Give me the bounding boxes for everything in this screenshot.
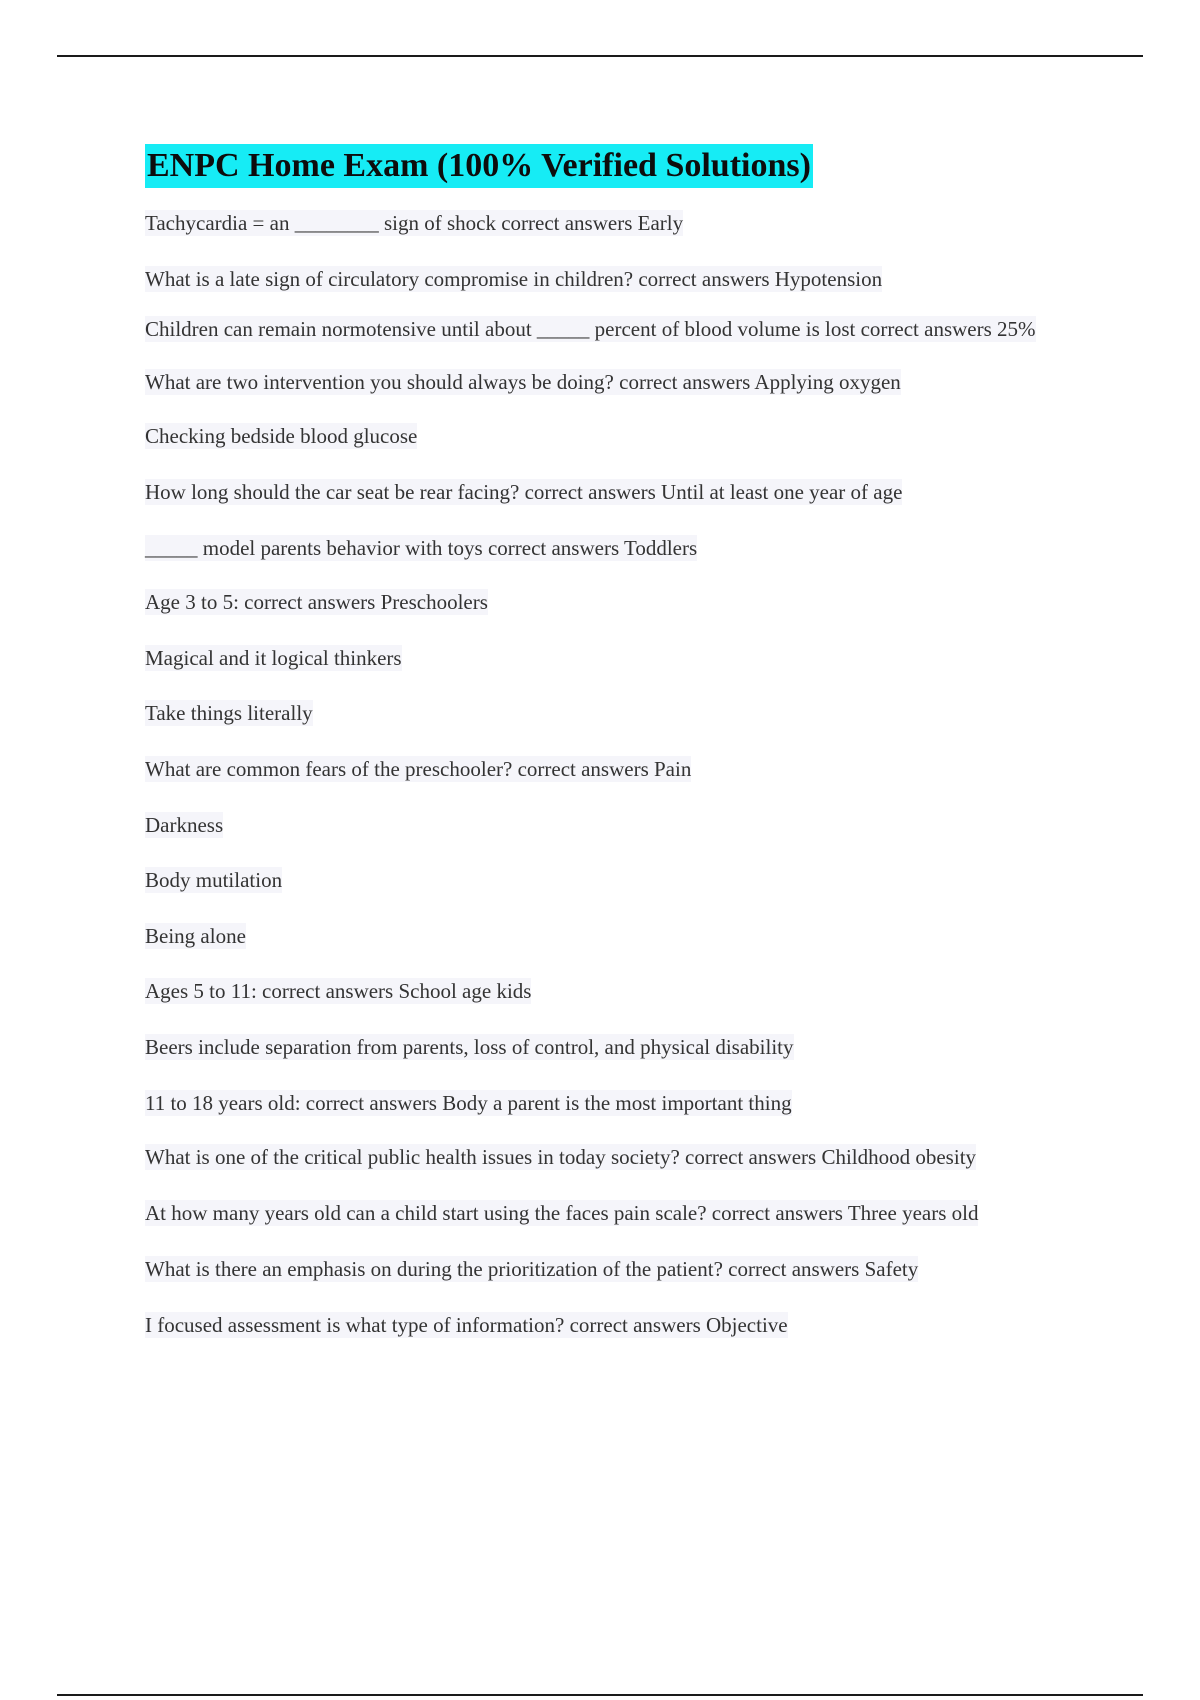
qa-item-text: What is there an emphasis on during the prioritization of the patient? correct answers Safety bbox=[145, 1257, 919, 1281]
qa-item bbox=[145, 867, 1085, 893]
qa-item-text: What are common fears of the preschooler? correct answers Pain bbox=[145, 757, 692, 781]
document-title: ENPC Home Exam (100% Verified Solutions) bbox=[145, 144, 813, 188]
qa-item-text: How long should the car seat be rear facing? correct answers Until at least one year of age bbox=[145, 480, 903, 504]
qa-item bbox=[145, 645, 1085, 671]
qa-item bbox=[145, 978, 1085, 1004]
qa-list bbox=[145, 210, 1085, 1338]
qa-item-text: _____ model parents behavior with toys correct answers Toddlers bbox=[145, 536, 698, 560]
bottom-rule bbox=[57, 1694, 1143, 1696]
qa-item-text: Children can remain normotensive until about _____ percent of blood volume is lost correct answers 25% bbox=[145, 317, 1036, 341]
qa-item-text: Ages 5 to 11: correct answers School age kids bbox=[145, 979, 532, 1003]
qa-item-text: 11 to 18 years old: correct answers Body a parent is the most important thing bbox=[145, 1091, 792, 1115]
qa-item bbox=[145, 535, 1085, 561]
qa-item-text: At how many years old can a child start using the faces pain scale? correct answers Three years old bbox=[145, 1201, 979, 1225]
qa-item bbox=[145, 266, 1085, 292]
qa-item-text: Checking bedside blood glucose bbox=[145, 424, 418, 448]
qa-item bbox=[145, 479, 1085, 505]
qa-item bbox=[145, 700, 1085, 726]
qa-item-text: What is a late sign of circulatory compromise in children? correct answers Hypotension bbox=[145, 267, 883, 291]
qa-item-text: Darkness bbox=[145, 813, 224, 837]
qa-item-text: Take things literally bbox=[145, 701, 313, 725]
qa-item-text: Tachycardia = an ________ sign of shock correct answers Early bbox=[145, 211, 684, 235]
qa-item bbox=[145, 369, 1085, 395]
qa-item-text: I focused assessment is what type of information? correct answers Objective bbox=[145, 1313, 788, 1337]
qa-item bbox=[145, 756, 1085, 782]
qa-item bbox=[145, 423, 1085, 449]
qa-item-text: What are two intervention you should always be doing? correct answers Applying oxygen bbox=[145, 370, 901, 394]
qa-item bbox=[145, 316, 1085, 342]
qa-item bbox=[145, 589, 1085, 615]
qa-item-text: What is one of the critical public health issues in today society? correct answers Childhood obesity bbox=[145, 1145, 977, 1169]
qa-item bbox=[145, 1090, 1085, 1116]
qa-item bbox=[145, 1144, 1085, 1170]
qa-item-text: Age 3 to 5: correct answers Preschoolers bbox=[145, 590, 488, 614]
qa-item bbox=[145, 1034, 1085, 1060]
qa-item bbox=[145, 1256, 1085, 1282]
qa-item bbox=[145, 812, 1085, 838]
qa-item bbox=[145, 923, 1085, 949]
qa-item bbox=[145, 1312, 1085, 1338]
top-rule bbox=[57, 55, 1143, 57]
qa-item bbox=[145, 1200, 1085, 1226]
qa-item-text: Magical and it logical thinkers bbox=[145, 646, 402, 670]
qa-item-text: Beers include separation from parents, loss of control, and physical disability bbox=[145, 1035, 794, 1059]
document-body bbox=[145, 144, 1085, 1338]
qa-item bbox=[145, 210, 1085, 236]
qa-item-text: Body mutilation bbox=[145, 868, 283, 892]
qa-item-text: Being alone bbox=[145, 924, 246, 948]
